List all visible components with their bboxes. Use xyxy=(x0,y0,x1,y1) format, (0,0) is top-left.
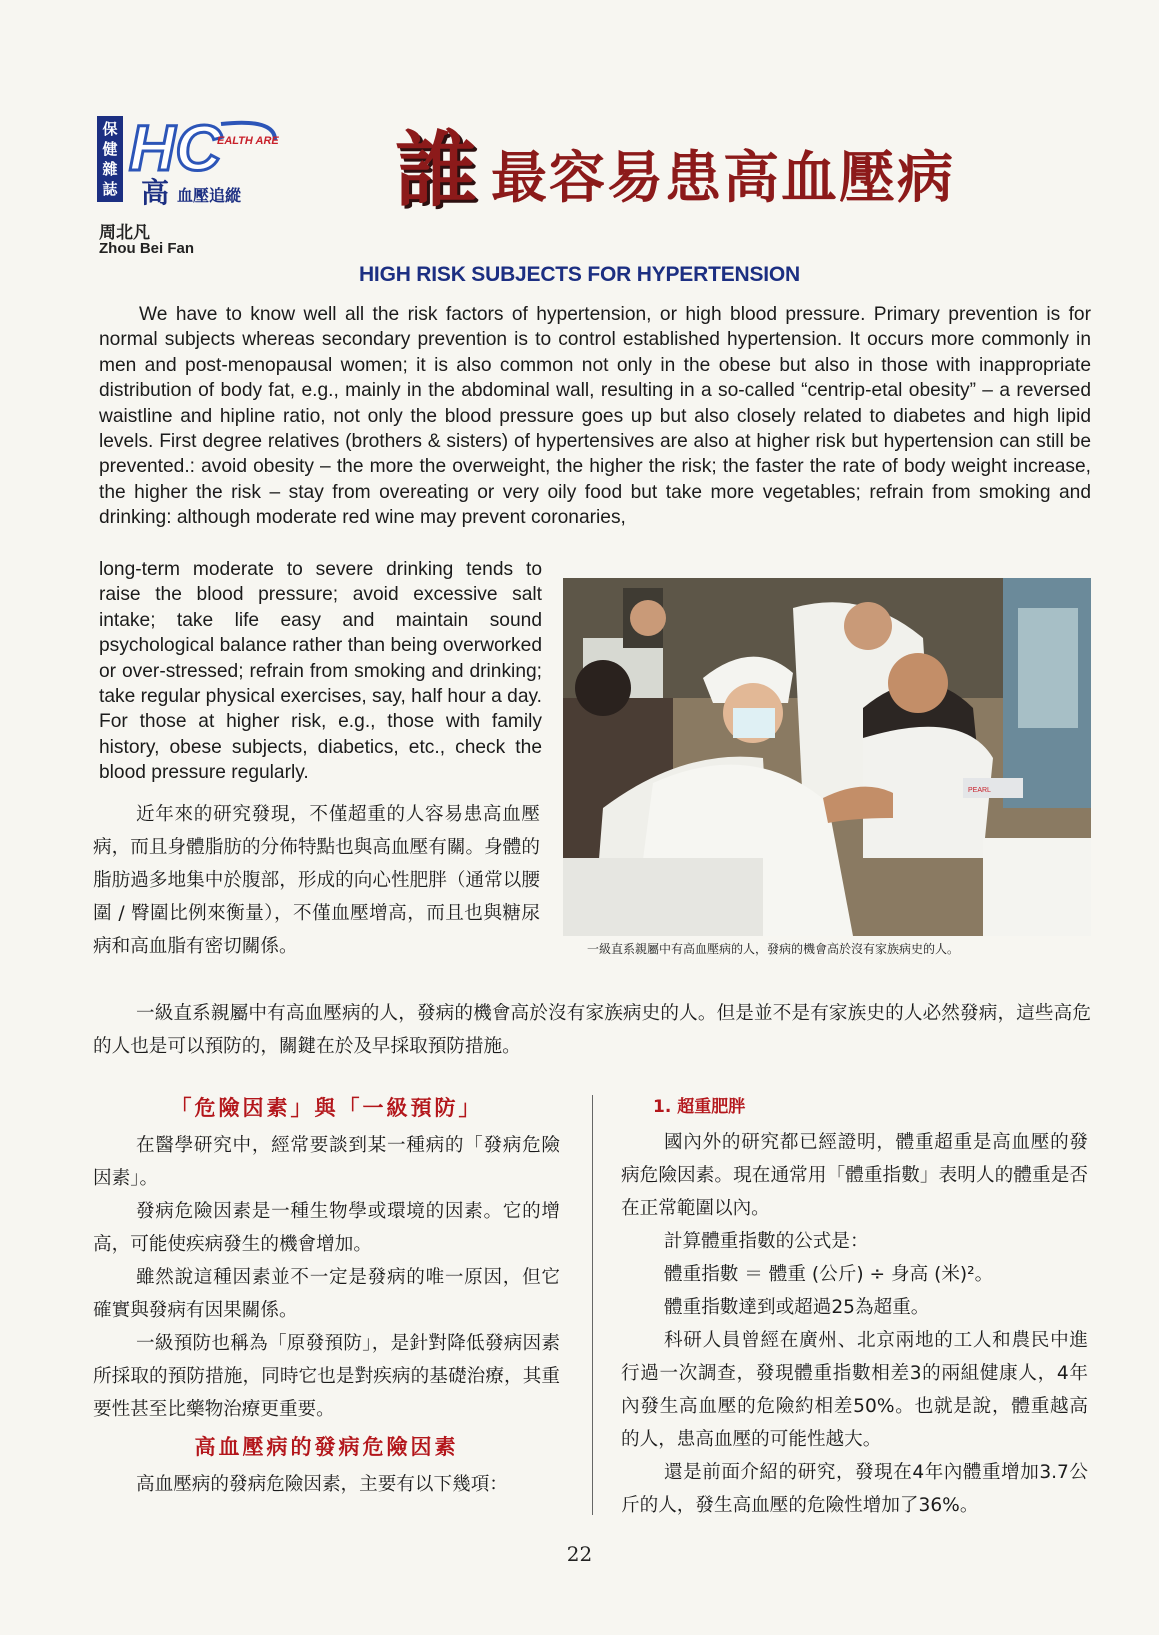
logo-hc-text: HC xyxy=(129,114,222,184)
overweight-heading: 1. 超重肥胖 xyxy=(653,1097,746,1117)
column-divider xyxy=(592,1095,593,1515)
hbp-risk-subheading: 高血壓病的發病危險因素 xyxy=(194,1434,459,1459)
left-closing-paragraph: 高血壓病的發病危險因素，主要有以下幾項： xyxy=(136,1474,508,1495)
photo-caption: 一級直系親屬中有高血壓病的人，發病的機會高於沒有家族病史的人。 xyxy=(587,942,960,956)
left-paragraph: 在醫學研究中，經常要談到某一種病的「發病危險因素」。 xyxy=(93,1135,560,1189)
title-first-char: 誰 xyxy=(395,122,478,218)
english-heading: HIGH RISK SUBJECTS FOR HYPERTENSION xyxy=(358,263,801,286)
right-column xyxy=(621,1091,1088,1522)
english-paragraph-top: We have to know well all the risk factors of hypertension, or high blood pressure. Primary prevention is for normal subjects whereas secondary prevention is to control established hypertension. It occurs more commonly in men and post-menopausal women; it is also common not only in the obese but also in those with inappropriate distribution of body fat, e.g., mainly in the abdominal wall, resulting in a so-called “centrip-etal obesity” – a reversed waistline and hipline ratio, not only the blood pressure goes up but also closely related to diabetes and high lipid levels. First degree relatives (brothers & sisters) of hypertensives are also at higher risk but hypertension can still be prevented.: avoid obesity – the more the overweight, the higher the risk; the faster the rate of body weight increase, the higher the risk – stay from overeating or very oily food but take more vegetables; refrain from smoking and drinking: although moderate red wine may prevent coronaries, xyxy=(99,304,1091,529)
vertical-label-char: 誌 xyxy=(102,180,118,198)
right-paragraph: 還是前面介紹的研究，發現在4年內體重增加3.7公斤的人，發生高血壓的危險性增加了36%。 xyxy=(621,1462,1088,1516)
photo-pearl-label: PEARL xyxy=(968,787,991,794)
chinese-title xyxy=(395,120,1095,220)
bmi-formula: 體重指數 ＝ 體重 (公斤) ÷ 身高 (米)²。 xyxy=(664,1264,994,1285)
photo-illustration xyxy=(563,578,1091,936)
logo-subtitle: 血壓追縱 xyxy=(177,186,242,205)
risk-factor-heading: 「危險因素」與「一級預防」 xyxy=(170,1095,483,1120)
author-english-name: Zhou Bei Fan xyxy=(99,240,194,257)
title-rest: 最容易患高血壓病 xyxy=(491,145,955,211)
blood-pressure-check-photo xyxy=(563,578,1091,936)
english-paragraph-left: long-term moderate to severe drinking tends to raise the blood pressure; avoid excessive salt intake; take life easy and maintain sound psychological balance rather than being overworked or over-stressed; refrain from smoking and drinking; take regular physical exercises, say, half hour a day. For those at higher risk, e.g., those with family history, obese subjects, diabetics, etc., check the blood pressure regularly. xyxy=(99,559,542,784)
chinese-paragraph-full: 一級直系親屬中有高血壓病的人，發病的機會高於沒有家族病史的人。但是並不是有家族史的人必然發病，這些高危的人也是可以預防的，關鍵在於及早採取預防措施。 xyxy=(93,1003,1091,1057)
logo-small-text: EALTH ARE xyxy=(217,135,279,147)
right-paragraph: 體重指數達到或超過25為超重。 xyxy=(664,1297,930,1318)
page-number: 22 xyxy=(566,1542,593,1566)
right-paragraph: 科研人員曾經在廣州、北京兩地的工人和農民中進行過一次調查，發現體重指數相差3的兩組健康人，4年內發生高血壓的危險約相差50%。也就是說，體重越高的人，患高血壓的可能性越大。 xyxy=(621,1330,1088,1450)
left-paragraph: 一級預防也稱為「原發預防」，是針對降低發病因素所採取的預防措施，同時它也是對疾病的基礎治療，其重要性甚至比藥物治療更重要。 xyxy=(93,1333,560,1420)
right-paragraph: 計算體重指數的公式是： xyxy=(664,1231,869,1252)
author-chinese-name: 周北凡 xyxy=(99,223,150,243)
vertical-label-char: 健 xyxy=(102,140,118,158)
magazine-vertical-label xyxy=(97,116,123,202)
chinese-paragraph-left: 近年來的研究發現，不僅超重的人容易患高血壓病，而且身體脂肪的分佈特點也與高血壓有關。身體的脂肪過多地集中於腹部，形成的向心性肥胖（通常以腰圍 / 臀圍比例來衡量），不僅血壓增高，而且也與糖尿病和高血脂有密切關係。 xyxy=(93,804,540,957)
left-column xyxy=(93,1091,560,1501)
vertical-label-char: 保 xyxy=(102,120,118,138)
left-paragraph: 發病危險因素是一種生物學或環境的因素。它的增高，可能使疾病發生的機會增加。 xyxy=(93,1201,560,1255)
masthead xyxy=(97,114,287,209)
left-paragraph: 雖然說這種因素並不一定是發病的唯一原因，但它確實與發病有因果關係。 xyxy=(93,1267,560,1321)
vertical-label-char: 雜 xyxy=(102,160,118,178)
logo-gao-char: 高 xyxy=(141,176,170,209)
right-paragraph: 國內外的研究都已經證明，體重超重是高血壓的發病危險因素。現在通常用「體重指數」表明人的體重是否在正常範圍以內。 xyxy=(621,1132,1088,1219)
